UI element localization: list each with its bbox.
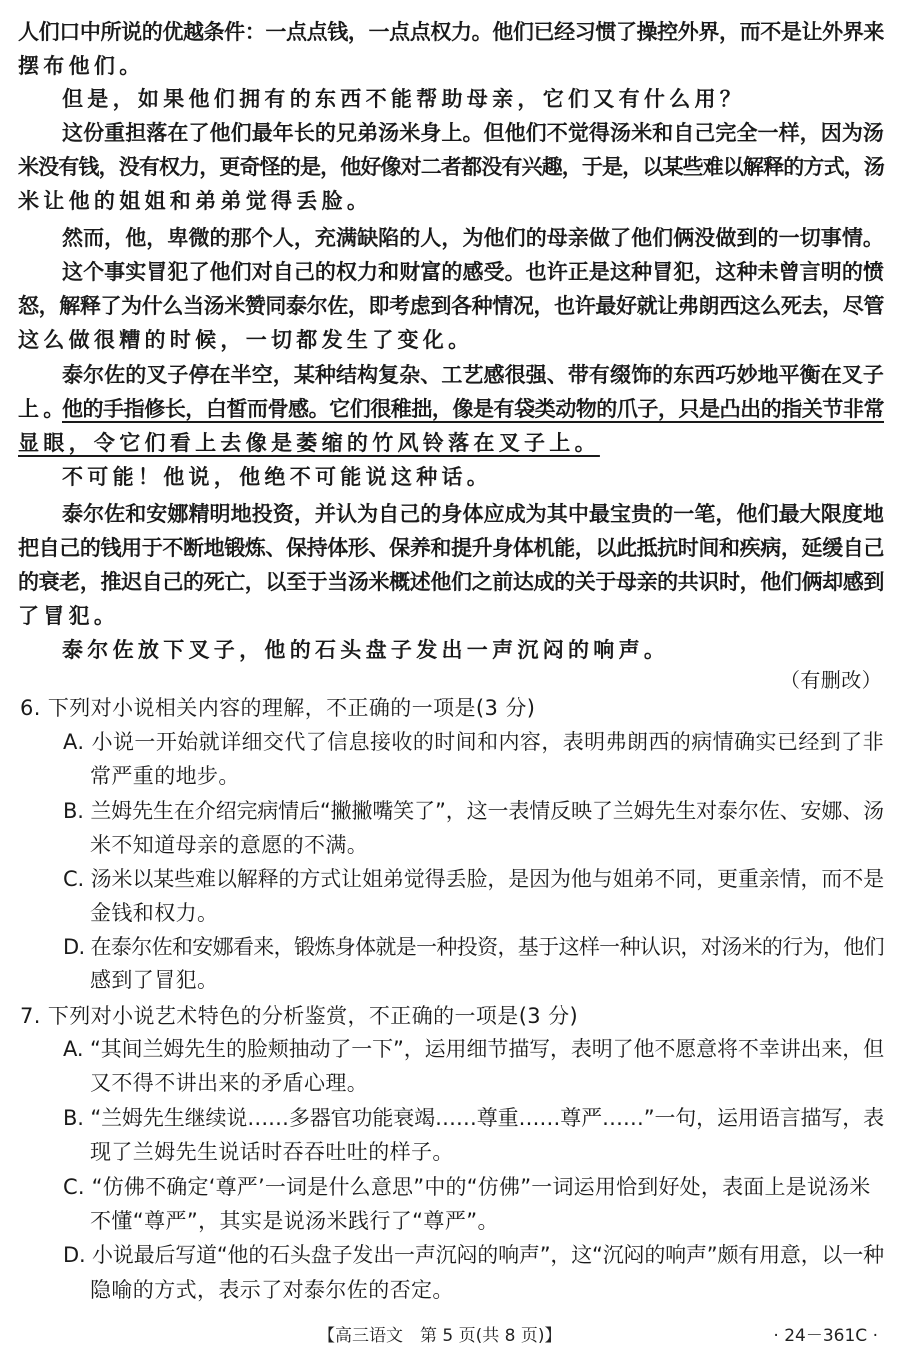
option-b-continued: 现了兰姆先生说话时吞吞吐吐的样子。 (90, 1140, 454, 1164)
passage-line: 这么做很糟的时候，一切都发生了变化。 (18, 327, 474, 352)
passage-line: 摆布他们。 (18, 53, 145, 78)
passage-line: 泰尔佐放下叉子，他的石头盘子发出一声沉闷的响声。 (62, 637, 670, 662)
option-a: A. 小说一开始就详细交代了信息接收的时间和内容，表明弗朗西的病情确实已经到了非 (63, 730, 884, 754)
passage-line: 然而，他，卑微的那个人，充满缺陷的人，为他们的母亲做了他们俩没做到的一切事情。 (62, 225, 884, 250)
document-code: · 24－361C · (773, 1326, 878, 1346)
page-footer: 【高三语文 第 5 页(共 8 页)】 (318, 1326, 562, 1346)
underlined-sentence: 他的手指修长，白皙而骨感。它们很稚拙，像是有袋类动物的爪子，只是凸出的指关节非常 (62, 396, 884, 421)
option-b-continued: 米不知道母亲的意愿的不满。 (90, 833, 369, 857)
passage-line: 泰尔佐和安娜精明地投资，并认为自己的身体应成为其中最宝贵的一笔，他们最大限度地 (62, 501, 884, 526)
option-d-continued: 感到了冒犯。 (90, 968, 219, 992)
passage-line: 这个事实冒犯了他们对自己的权力和财富的感受。也许正是这种冒犯，这种未曾言明的愤 (62, 259, 884, 284)
passage-line: 了冒犯。 (18, 603, 120, 628)
option-a: A. “其间兰姆先生的脸颊抽动了一下”，运用细节描写，表明了他不愿意将不幸讲出来，但 (63, 1037, 884, 1061)
option-a-continued: 又不得不讲出来的矛盾心理。 (90, 1071, 369, 1095)
passage-line: 米让他的姐姐和弟弟觉得丢脸。 (18, 188, 373, 213)
passage-line: 不可能！他说，他绝不可能说这种话。 (62, 464, 493, 489)
underlined-sentence: 显眼，令它们看上去像是萎缩的竹风铃落在叉子上。 (18, 430, 600, 455)
option-c: C. “仿佛不确定‘尊严’一词是什么意思”中的“仿佛”一词运用恰到好处，表面上是说汤米 (63, 1175, 871, 1199)
option-a-continued: 常严重的地步。 (90, 764, 240, 788)
passage-line: 人们口中所说的优越条件：一点点钱，一点点权力。他们已经习惯了操控外界，而不是让外界来 (18, 19, 884, 44)
passage-line: 把自己的钱用于不断地锻炼、保持体形、保养和提升身体机能，以此抵抗时间和疾病，延缓自己 (18, 535, 884, 560)
option-c-continued: 不懂“尊严”，其实是说汤米践行了“尊严”。 (90, 1209, 499, 1233)
passage-line: 米没有钱，没有权力，更奇怪的是，他好像对二者都没有兴趣，于是，以某些难以解释的方式，汤 (18, 154, 884, 179)
option-c-continued: 金钱和权力。 (90, 901, 219, 925)
option-d: D. 小说最后写道“他的石头盘子发出一声沉闷的响声”，这“沉闷的响声”颇有用意，以一种 (63, 1243, 884, 1267)
passage-line: 上。 (18, 396, 69, 421)
option-b: B. 兰姆先生在介绍完病情后“撇撇嘴笑了”，这一表情反映了兰姆先生对泰尔佐、安娜、汤 (63, 799, 884, 823)
passage-line: 但是，如果他们拥有的东西不能帮助母亲，它们又有什么用？ (62, 86, 746, 111)
source-note: （有删改） (780, 668, 882, 692)
passage-line: 的衰老，推迟自己的死亡，以至于当汤米概述他们之前达成的关于母亲的共识时，他们俩却感到 (18, 569, 884, 594)
passage-line: 怒，解释了为什么当汤米赞同泰尔佐，即考虑到各种情况，也许最好就让弗朗西这么死去，尽管 (18, 293, 884, 318)
option-c: C. 汤米以某些难以解释的方式让姐弟觉得丢脸，是因为他与姐弟不同，更重亲情，而不是 (63, 867, 884, 891)
passage-line: 这份重担落在了他们最年长的兄弟汤米身上。但他们不觉得汤米和自己完全一样，因为汤 (62, 120, 884, 145)
option-d: D. 在泰尔佐和安娜看来，锻炼身体就是一种投资，基于这样一种认识，对汤米的行为，他们 (63, 935, 884, 959)
question-stem: 6. 下列对小说相关内容的理解，不正确的一项是(3 分) (20, 696, 536, 720)
option-b: B. “兰姆先生继续说……多器官功能衰竭……尊重……尊严……”一句，运用语言描写，表 (63, 1106, 884, 1130)
option-d-continued: 隐喻的方式，表示了对泰尔佐的否定。 (90, 1278, 454, 1302)
passage-line: 泰尔佐的叉子停在半空，某种结构复杂、工艺感很强、带有缀饰的东西巧妙地平衡在叉子 (62, 362, 884, 387)
question-stem: 7. 下列对小说艺术特色的分析鉴赏，不正确的一项是(3 分) (20, 1004, 579, 1028)
